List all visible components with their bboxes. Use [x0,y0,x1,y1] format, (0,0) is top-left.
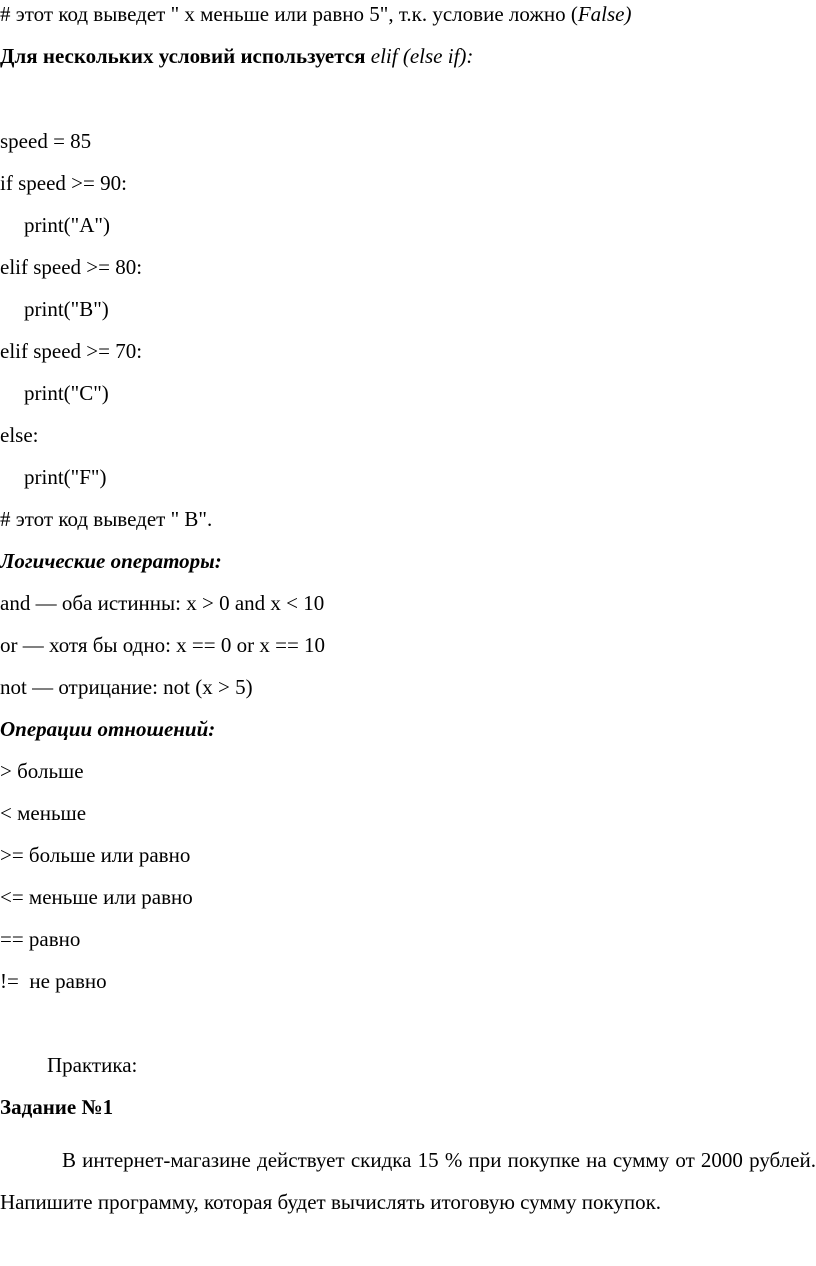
task-text: В интернет-магазине действует скидка 15 % при покупке на сумму от 2000 рублей. Напишите программу, которая будет вычислять итоговую сумму покупок. [0,1148,816,1214]
relation-line: <= меньше или равно [0,885,193,909]
logic-line: not — отрицание: not (x > 5) [0,675,253,699]
relation-line: > больше [0,759,84,783]
relation-line: < меньше [0,801,87,825]
code-line: elif speed >= 80: [0,255,143,279]
elif-heading-bold: Для нескольких условий используется [0,44,371,68]
code-line: if speed >= 90: [0,171,127,195]
code-line: print("B") [24,297,109,321]
code-line: else: [0,423,39,447]
elif-heading-italic: elif (else if): [370,44,474,68]
relation-heading: Операции отношений: [0,717,216,741]
code-line: print("C") [24,381,109,405]
code-line: print("F") [24,465,107,489]
comment-line-1 [0,4,632,25]
comment-line-2: # этот код выведет " B". [0,507,213,531]
comment-text: # этот код выведет " x меньше или равно 5", т.к. условие ложно ( [0,2,578,26]
false-keyword: False) [577,2,632,26]
code-line: speed = 85 [0,129,92,153]
code-line: elif speed >= 70: [0,339,143,363]
relation-line: == равно [0,927,81,951]
relation-line: >= больше или равно [0,843,191,867]
relation-line: != не равно [0,969,107,993]
logic-line: or — хотя бы одно: x == 0 or x == 10 [0,633,326,657]
practice-heading: Практика: [47,1053,138,1077]
logic-heading: Логические операторы: [0,549,222,573]
task-title: Задание №1 [0,1095,114,1119]
logic-line: and — оба истинны: x > 0 and x < 10 [0,591,325,615]
code-line: print("A") [24,213,110,237]
elif-heading [0,46,473,67]
